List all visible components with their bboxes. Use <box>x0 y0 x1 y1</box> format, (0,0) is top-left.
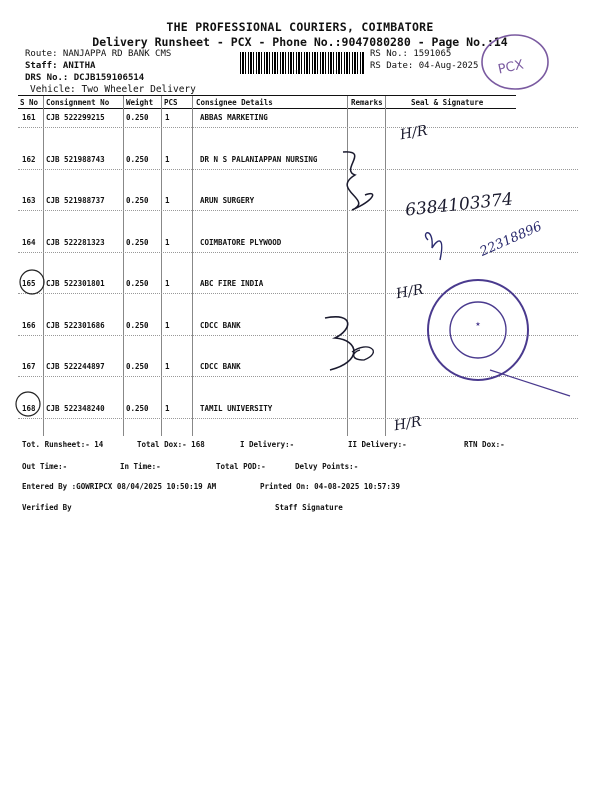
company-title: THE PROFESSIONAL COURIERS, COIMBATORE <box>166 20 434 34</box>
cell-pcs: 1 <box>165 196 170 205</box>
col-consignee: Consignee Details <box>196 98 273 107</box>
seal-inner-ring <box>450 302 506 358</box>
signature-scribble <box>343 152 373 210</box>
cell-pcs: 1 <box>165 362 170 371</box>
handwritten-number: 22318896 <box>477 219 545 260</box>
rs-date: RS Date: 04-Aug-2025 <box>370 61 479 71</box>
staff-info: Staff: ANITHA <box>25 61 96 71</box>
seal-tail-line <box>490 370 570 396</box>
cell-cno: CJB 522348240 <box>46 403 105 413</box>
in-time: In Time:- <box>120 462 161 471</box>
cell-cno: CJB 521988743 <box>46 154 105 164</box>
seal-emblem: ★ <box>475 321 481 328</box>
cell-consignee: ABC FIRE INDIA <box>200 279 264 288</box>
cell-weight: 0.250 <box>126 362 149 371</box>
rtn-dox: RTN Dox:- <box>464 440 505 449</box>
col-weight: Weight <box>126 98 154 107</box>
col-consignment: Consignment No <box>46 98 110 107</box>
cell-consignee: ARUN SURGERY <box>200 196 255 205</box>
signature-scribble <box>325 317 354 370</box>
entered-by: Entered By :GOWRIPCX 08/04/2025 10:50:19 AM <box>22 482 217 491</box>
cell-cno: CJB 522281323 <box>46 237 105 247</box>
cell-cno: CJB 521988737 <box>46 196 105 205</box>
cell-consignee: CDCC BANK <box>200 362 241 371</box>
col-remarks: Remarks <box>351 98 383 107</box>
cell-pcs: 1 <box>165 154 170 164</box>
row-circle-mark <box>20 270 44 294</box>
handwritten-hr: H/R <box>398 122 429 144</box>
cell-sno: 168 <box>22 403 36 413</box>
col-seal: Seal & Signature <box>411 98 484 107</box>
handwritten-hr: H/R <box>394 281 425 303</box>
verified-by: Verified By <box>22 503 72 512</box>
seal-outer-ring <box>428 280 528 380</box>
route-info: Route: NANJAPPA RD BANK CMS <box>25 49 172 59</box>
cell-pcs: 1 <box>165 113 170 122</box>
total-dox: Total Dox:- 168 <box>137 440 205 449</box>
cell-cno: CJB 522301686 <box>46 320 105 330</box>
cell-sno: 162 <box>22 154 36 164</box>
rs-number: RS No.: 1591065 <box>370 49 452 59</box>
col-sno: S No <box>20 98 39 107</box>
total-pod: Total POD:- <box>216 462 266 471</box>
staff-signature: Staff Signature <box>275 503 343 512</box>
cell-consignee: COIMBATORE PLYWOOD <box>200 237 282 247</box>
signature-scribble <box>352 347 373 360</box>
cell-sno: 165 <box>22 279 36 288</box>
printed-on: Printed On: 04-08-2025 10:57:39 <box>260 482 400 491</box>
cell-sno: 161 <box>22 113 36 122</box>
drs-info: DRS No.: DCJB159106514 <box>25 73 145 83</box>
pcx-stamp-text: PCX <box>496 57 526 78</box>
cell-sno: 164 <box>22 237 36 247</box>
col-pcs: PCS <box>164 98 178 107</box>
handwritten-phone: 6384103374 <box>404 189 514 221</box>
cell-weight: 0.250 <box>126 196 149 205</box>
cell-weight: 0.250 <box>126 403 149 413</box>
cell-pcs: 1 <box>165 237 170 247</box>
cell-sno: 166 <box>22 320 36 330</box>
tot-runsheet: Tot. Runsheet:- 14 <box>22 440 104 449</box>
cell-cno: CJB 522244897 <box>46 362 105 371</box>
cell-consignee: DR N S PALANIAPPAN NURSING <box>200 154 318 164</box>
cell-weight: 0.250 <box>126 320 149 330</box>
handwritten-hr: H/R <box>392 413 423 435</box>
vehicle-info: Vehicle: Two Wheeler Delivery <box>30 84 196 95</box>
cell-sno: 163 <box>22 196 36 205</box>
cell-weight: 0.250 <box>126 113 149 122</box>
i-delivery: I Delivery:- <box>240 440 295 449</box>
cell-cno: CJB 522299215 <box>46 113 105 122</box>
cell-consignee: CDCC BANK <box>200 320 241 330</box>
cell-pcs: 1 <box>165 320 170 330</box>
cell-weight: 0.250 <box>126 237 149 247</box>
cell-pcs: 1 <box>165 279 170 288</box>
cell-weight: 0.250 <box>126 154 149 164</box>
signature-scribble <box>426 233 442 260</box>
cell-weight: 0.250 <box>126 279 149 288</box>
cell-consignee: ABBAS MARKETING <box>200 113 268 122</box>
row-circle-mark <box>16 392 40 416</box>
runsheet-subtitle: Delivery Runsheet - PCX - Phone No.:9047080280 - Page No.:14 <box>92 35 508 49</box>
cell-sno: 167 <box>22 362 36 371</box>
cell-cno: CJB 522301801 <box>46 279 105 288</box>
out-time: Out Time:- <box>22 462 68 471</box>
cell-consignee: TAMIL UNIVERSITY <box>200 403 273 413</box>
ii-delivery: II Delivery:- <box>348 440 407 449</box>
delvy-points: Delvy Points:- <box>295 462 359 471</box>
cell-pcs: 1 <box>165 403 170 413</box>
